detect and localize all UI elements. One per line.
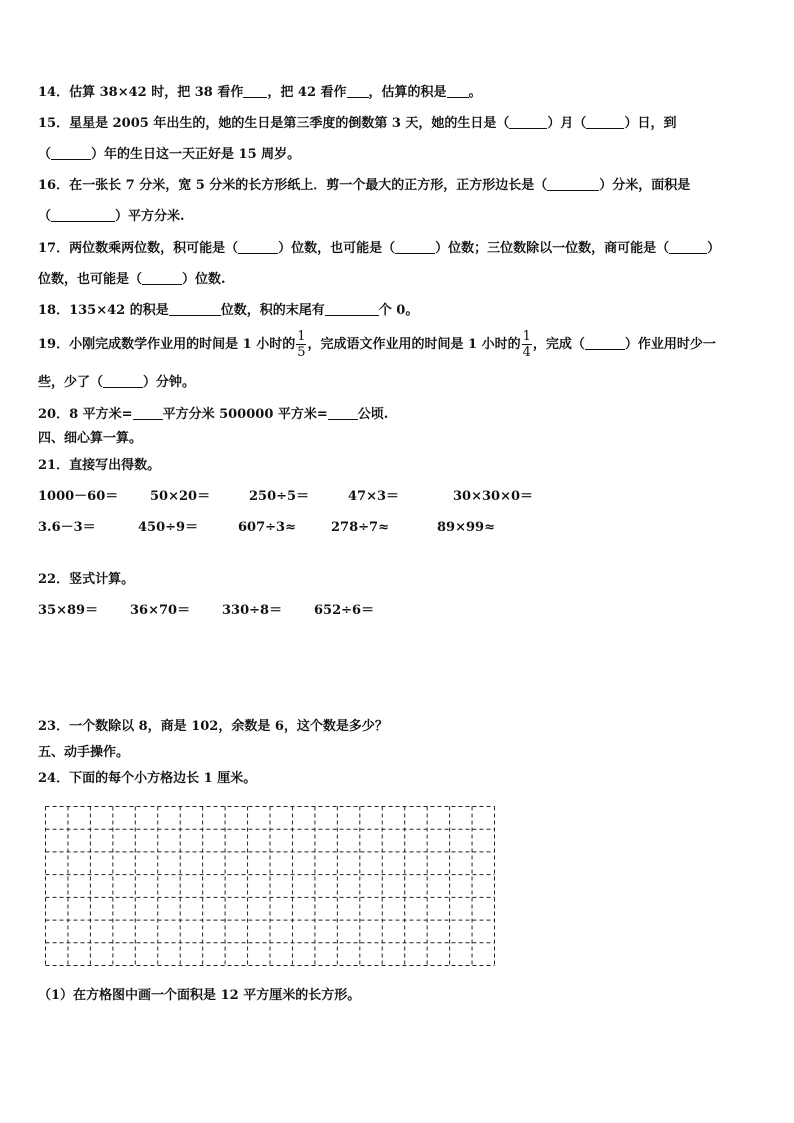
question-18: 18．135×42 的积是 位数，积的末尾有 个 0。 [38, 303, 419, 318]
answer-blank[interactable] [586, 114, 624, 129]
vertical-calc-item: 36×70＝ [130, 603, 191, 618]
answer-blank[interactable] [395, 239, 435, 254]
question-21-title: 21．直接写出得数。 [38, 458, 161, 473]
grid-lines [45, 806, 495, 966]
calc-item: 607÷3≈ [238, 520, 296, 535]
calc-item: 3.6－3＝ [38, 520, 96, 535]
vertical-calc-item: 330÷8＝ [222, 603, 283, 618]
calc-item: 250÷5＝ [249, 489, 310, 504]
question-16-line2: （ ）平方分米. [38, 209, 185, 224]
answer-blank[interactable] [133, 405, 163, 420]
question-19: 19．小刚完成数学作业用的时间是 1 小时的 $\frac{1}{5}$ ，完成语文作业用的时间是 1 小时的 $\frac{1}{4}$ ，完成（ ）作业用时少一 [38, 329, 716, 360]
answer-blank[interactable] [169, 301, 221, 316]
calc-item: 89×99≈ [437, 520, 495, 535]
question-22-title: 22．竖式计算。 [38, 572, 135, 587]
calc-item: 30×30×0＝ [453, 489, 534, 504]
answer-blank[interactable] [447, 83, 469, 98]
answer-blank[interactable] [243, 83, 267, 98]
answer-blank[interactable] [51, 145, 91, 160]
question-24-title: 24．下面的每个小方格边长 1 厘米。 [38, 771, 257, 786]
question-19-line2: 些，少了（ ）分钟。 [38, 375, 196, 390]
calc-item: 450÷9＝ [138, 520, 199, 535]
calc-item: 1000－60＝ [38, 489, 119, 504]
vertical-calc-item: 652÷6＝ [314, 603, 375, 618]
calc-item: 47×3＝ [348, 489, 400, 504]
answer-blank[interactable] [669, 239, 707, 254]
question-15: 15．星星是 2005 年出生的，她的生日是第三季度的倒数第 3 天，她的生日是（ ）月（ ）日，到 [38, 116, 677, 131]
question-17-line2: 位数，也可能是（ ）位数. [38, 272, 226, 287]
question-20: 20．8 平方米= 平方分米 500000 平方米= 公顷. [38, 407, 389, 422]
question-17: 17．两位数乘两位数，积可能是（ ）位数，也可能是（ ）位数；三位数除以一位数，商可能是（ ） [38, 241, 721, 256]
vertical-calc-item: 35×89＝ [38, 603, 99, 618]
fraction-one-fifth: $\frac{1}{5}$ [297, 329, 306, 360]
answer-blank[interactable] [142, 270, 182, 285]
answer-blank[interactable] [547, 176, 599, 191]
square-grid[interactable] [45, 806, 495, 966]
question-23: 23．一个数除以 8，商是 102，余数是 6，这个数是多少？ [38, 719, 388, 734]
answer-blank[interactable] [347, 83, 369, 98]
answer-blank[interactable] [328, 405, 358, 420]
answer-blank[interactable] [585, 335, 625, 350]
section-heading-4: 四、细心算一算。 [38, 431, 143, 446]
question-16: 16．在一张长 7 分米，宽 5 分米的长方形纸上．剪一个最大的正方形，正方形边长是（ ）分米，面积是 [38, 178, 691, 193]
answer-blank[interactable] [51, 207, 115, 222]
answer-blank[interactable] [103, 373, 143, 388]
answer-blank[interactable] [238, 239, 278, 254]
calc-item: 50×20＝ [150, 489, 211, 504]
calc-item: 278÷7≈ [331, 520, 389, 535]
answer-blank[interactable] [325, 301, 379, 316]
question-15-line2: （ ）年的生日这一天正好是 15 周岁。 [38, 147, 301, 162]
fraction-one-fourth: $\frac{1}{4}$ [522, 329, 531, 360]
question-14: 14．估算 38×42 时，把 38 看作 ，把 42 看作 ，估算的积是 。 [38, 85, 482, 100]
question-24-part-1: （1）在方格图中画一个面积是 12 平方厘米的长方形。 [38, 988, 361, 1003]
section-heading-5: 五、动手操作。 [38, 745, 130, 760]
answer-blank[interactable] [509, 114, 547, 129]
